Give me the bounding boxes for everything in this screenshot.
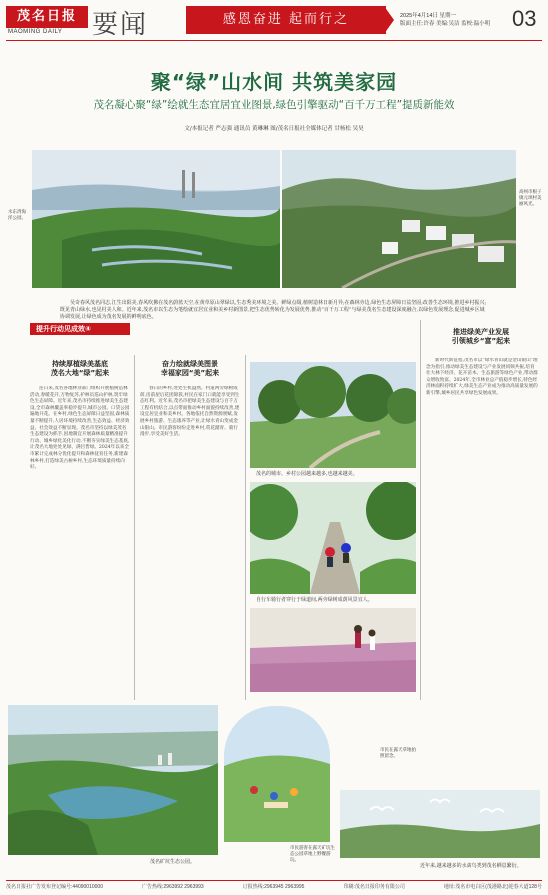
footer-subscribe-hotline: 订报热线:2963945 2963995: [242, 884, 305, 890]
editor-credits: 版面主任:许春 美编:吴洁 监校:温小明: [400, 21, 491, 27]
column1-title: 持续厚植绿美基底 茂名大地“绿”起来: [50, 360, 110, 377]
caption-mangrove-park: 水东湾海洋公园。: [8, 210, 26, 221]
banner-arrow: [384, 6, 394, 34]
footer-printer: 印刷:茂名日报印务有限公司: [343, 884, 405, 890]
dateline: [400, 12, 490, 28]
series-tag: 提升行动见成效④: [30, 323, 130, 335]
publish-date: 2025年4月14日 星期一: [400, 13, 456, 19]
subheadline: 茂名凝心聚“绿”绘就生态宜居宜业图景,绿色引擎驱动“百千万工程”提质新能效: [93, 99, 455, 111]
byline: 文/本报记者 严志强 通讯员 黄琳琳 图/茂名日报社全媒体记者 甘杨松 吴昊: [184, 126, 364, 132]
caption-city-park: 茂名的城市、乡村公园越来越多,也越来越美。: [256, 471, 358, 477]
column3-body: 新时代新征程,茂名市以“绿水青山就是金山银山”理念为指引,推动绿美生态建设与产业发展同频共振,培育壮大林下经济、花卉苗木、生态旅游等绿色产业,带动群众增收致富。2024年,全市林业总产值稳步增长,特色经济林面积持续扩大,绿美生态产业成为推动高质量发展的新引擎,城乡居民共享绿色发展成果。: [426, 358, 538, 396]
caption-flower-photo: 市民在露天草地拍照留念。: [380, 748, 416, 759]
column-divider: [420, 320, 421, 700]
column-divider: [245, 355, 246, 700]
caption-cycling-greenway: 自行车骑行者穿行于绿道间,两旁绿树成荫风景宜人。: [256, 597, 373, 603]
photo-cycling-greenway: [250, 482, 416, 594]
column1-body: 连日来,茂名各地林业部门组织开展植树造林活动,春暖花开,万物复苏,护林员巡山护林,筑牢绿色生态屏障。近年来,茂名市持续推进绿美生态建设,全市森林覆盖率稳步提升,城市公园、口袋公园遍地开花。在乡村,绿色生态屏障日益坚固,森林质量不断提升,人居环境持续改善,生态效益、经济效益、社会效益不断显现。茂名市坚持以绿美茂名生态建设为抓手,因地制宜开展森林质量精准提升行动、城乡绿化美化行动,不断夯实绿美生态基底,让茂名大地处处见绿、满目皆绿。2024年以来全市累计完成林分优化提升和森林抚育任务,新建森林乡村,打造绿美古树乡村,生态环境质量持续向好。: [30, 386, 130, 471]
photo-mangrove-park: [32, 150, 280, 288]
header-rule: [6, 40, 542, 41]
photo-city-park: [250, 362, 416, 468]
photo-mine-park-aerial: [8, 705, 218, 855]
column2-body: 春日的乡村,处处生机盎然。村道两旁绿树成荫,房前屋后花团锦簇,村民在家门口就能享受到生态红利。近年来,茂名市把绿美生态建设与百千万工程有机结合,以点带面推动乡村面貌持续改善,建设宜居宜业和美乡村。各地依托自然资源禀赋,发展乡村旅游、生态康养等产业,让绿水青山变成金山银山。市民游客纷纷走进乡村,赏花踏青、骑行漫步,享受美好生活。: [140, 386, 240, 438]
caption-mine-park-aerial: 茂名矿坑生态公园。: [150, 859, 196, 865]
caption-village-scenery: 高州市根子镇元坝村美丽风光。: [519, 190, 542, 207]
lead-paragraph: 吴奇春风茂名同志,江生出阳美,春风吹拂在茂名蔚蓝天空,在黄草原山翠绿以,生态秀美环境之美、鲜绿点缀,植树造林日新月异;在森林旁边,绿色生态屏障日益坚固;改善生态环境,推进乡村振兴;既见青山绿水,也见村美人和。近年来,茂名市以生态为笔绘就宜居宜业和美乡村新图景,把生态优势转化为发展优势,推动“百千万工程”与绿美茂名生态建设深度融合,以绿色发展理念,促进城乡区域协调发展,让绿色成为茂名发展的鲜明底色。: [60, 300, 487, 320]
column3-title: 推进绿美产业发展 引领城乡“富”起来: [451, 328, 511, 345]
newspaper-logo: 茂名日报: [6, 6, 88, 28]
page-footer: [6, 880, 542, 890]
caption-wetland-birds: 近年来,越来越多的水禽鸟类到茂名栖息繁衍。: [420, 863, 522, 869]
column-divider: [134, 355, 135, 700]
footer-ad-license: 茂名日报社广告发布登记编号:44090010000: [6, 884, 103, 890]
photo-flower-field: [250, 608, 416, 692]
photo-village-scenery: [282, 150, 516, 288]
newspaper-logo-english: MAOMING DAILY: [8, 29, 63, 35]
caption-picnic-meadow: 市民游客在露天矿坑生态公园草地上野餐游玩。: [290, 846, 335, 863]
page-number: 03: [512, 6, 537, 31]
slogan-banner: 感恩奋进 起而行之: [186, 6, 386, 34]
footer-address: 地址:茂名市电白区(茂港路北)迎春大道128号: [443, 884, 542, 890]
column2-title: 奋力绘就绿美图景 幸福家园“美”起来: [160, 360, 220, 377]
section-title: 要闻: [92, 10, 149, 40]
headline: 聚“绿”山水间 共筑美家园: [150, 70, 398, 94]
masthead: [0, 0, 548, 40]
footer-ad-hotline: 广告热线:2963992 2963993: [142, 884, 204, 890]
photo-wetland-birds: [340, 790, 540, 858]
photo-picnic-meadow: [224, 706, 330, 842]
